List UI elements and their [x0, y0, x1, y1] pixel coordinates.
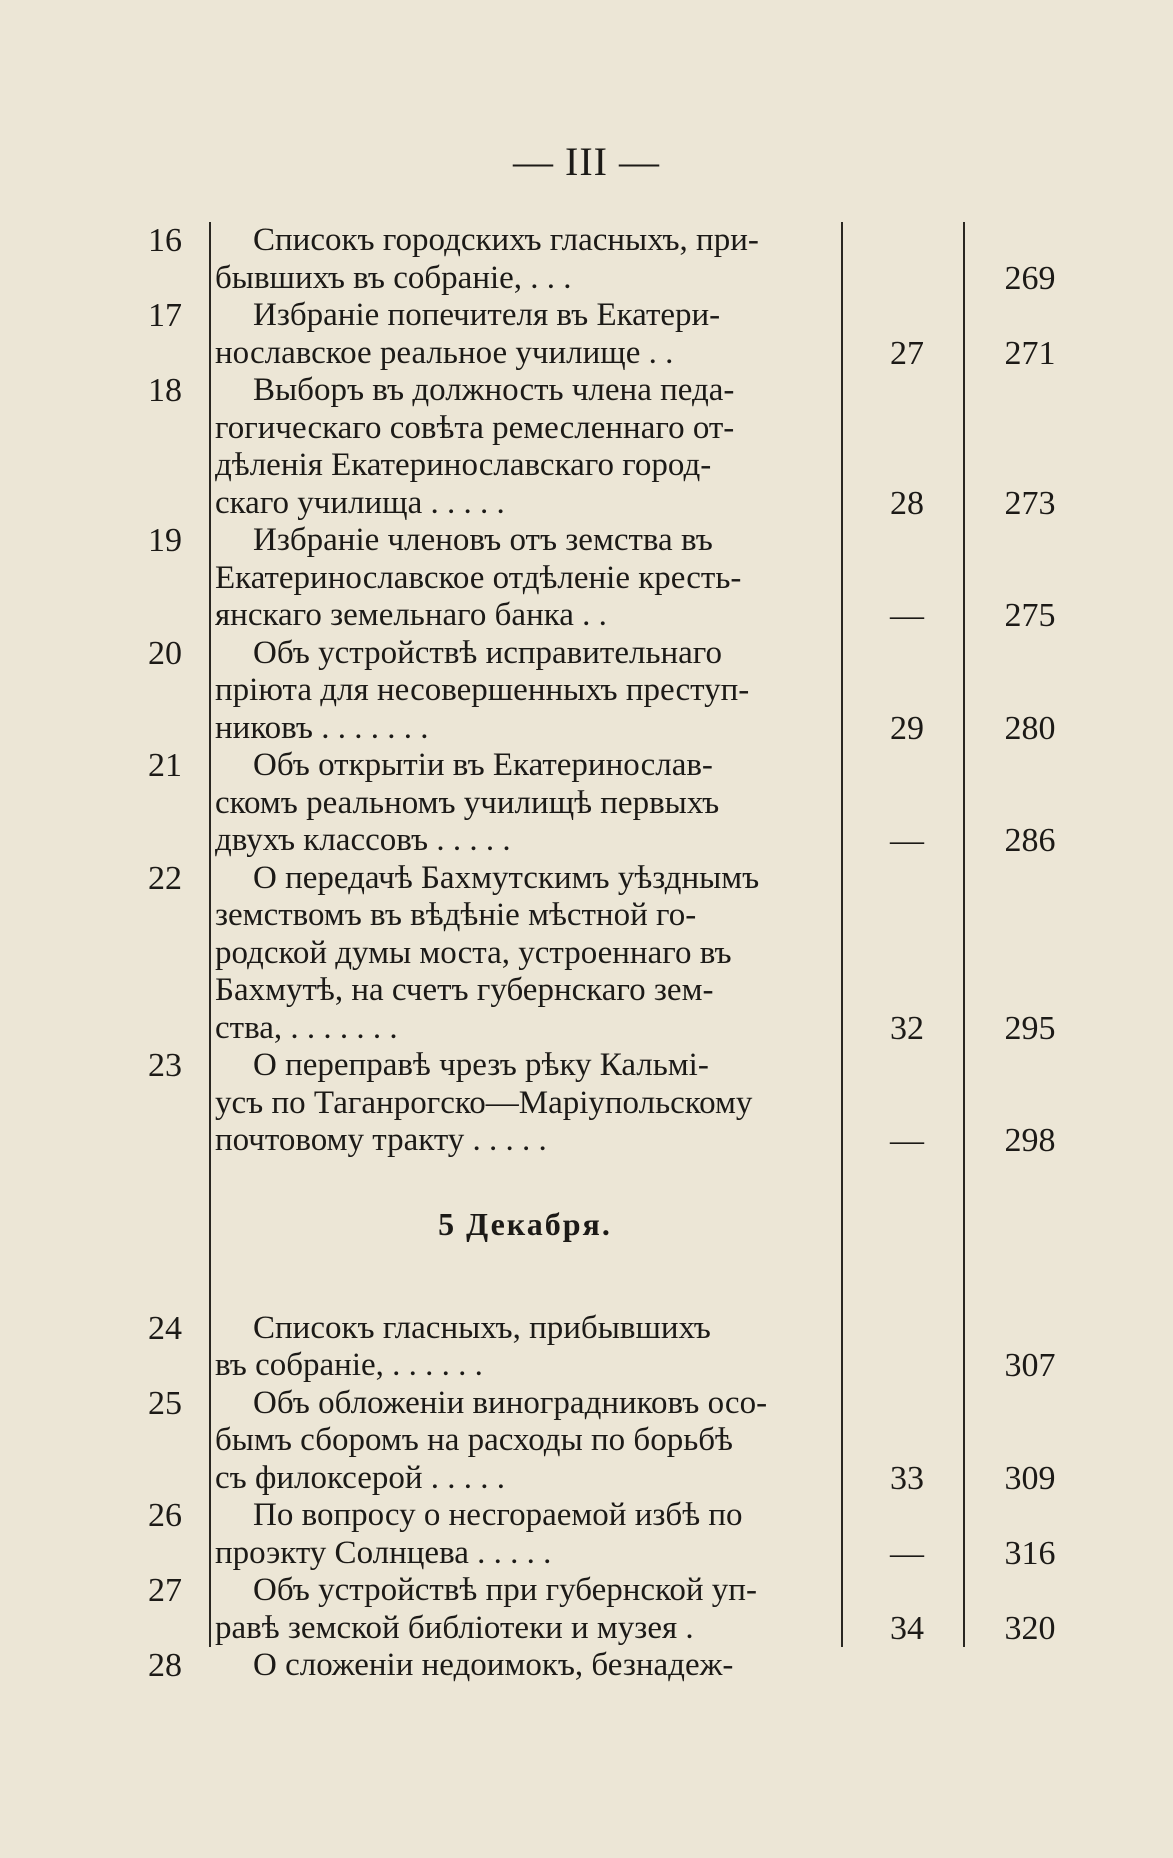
entry-page-number: 271 [1004, 334, 1056, 372]
entry-title-line: Бахмутѣ, на счетъ губернскаго зем- [215, 972, 714, 1008]
entry-protocol-number: — [890, 1534, 924, 1572]
entry-title [215, 297, 835, 372]
entry-title-line: земствомъ въ вѣдѣніе мѣстной го- [215, 897, 697, 933]
entry-page-number: 273 [1004, 484, 1056, 522]
entry-number: 17 [148, 297, 182, 334]
entry-title-line: равѣ земской библіотеки и музея . [215, 1609, 694, 1646]
toc-entry [0, 1647, 1173, 1685]
table-of-contents [0, 222, 1173, 1685]
entry-title-line: Объ устройствѣ при губернской уп- [253, 1572, 757, 1608]
entry-title-line: Списокъ городскихъ гласныхъ, при- [253, 222, 759, 258]
toc-entry [0, 635, 1173, 748]
entry-title-line: ства, . . . . . . . [215, 1009, 398, 1046]
entry-protocol-number: — [890, 597, 924, 634]
entry-number: 21 [148, 747, 182, 784]
entry-title-line: О переправѣ чрезъ рѣку Кальмі- [253, 1047, 709, 1083]
entry-title-line: никовъ . . . . . . . [215, 709, 429, 746]
entry-title [215, 1647, 835, 1685]
toc-entry [0, 522, 1173, 635]
toc-entry [0, 1497, 1173, 1572]
entry-title-line: скаго училища . . . . . [215, 484, 505, 521]
toc-entry [0, 1385, 1173, 1498]
entry-number: 18 [148, 372, 182, 409]
entry-page-number: 275 [1004, 597, 1056, 634]
entry-title-line: проэкту Солнцева . . . . . [215, 1534, 552, 1571]
entry-title [215, 1310, 835, 1385]
entry-page-number: 298 [1004, 1122, 1056, 1159]
entry-title-line: гогическаго совѣта ремесленнаго от- [215, 409, 735, 446]
entry-title-line: двухъ классовъ . . . . . [215, 822, 511, 858]
entry-title [215, 522, 835, 635]
entry-title [215, 1572, 835, 1647]
toc-entry [0, 297, 1173, 372]
entry-number: 20 [148, 634, 182, 672]
entry-title-line: бывшихъ въ собраніе, . . . [215, 259, 572, 296]
entry-number: 27 [148, 1572, 182, 1609]
entry-protocol-number: — [890, 1122, 924, 1159]
entry-title-line: О сложеніи недоимокъ, безнадеж- [253, 1647, 734, 1683]
entry-number: 23 [148, 1047, 182, 1084]
entry-page-number: 280 [1004, 709, 1056, 747]
entries-group-first [0, 222, 1173, 1160]
entry-page-number: 309 [1004, 1459, 1056, 1497]
entry-page-number: 295 [1004, 1009, 1056, 1047]
entry-title-line: Объ открытіи въ Екатеринослав- [253, 747, 713, 783]
entry-page-number: 286 [1004, 822, 1056, 859]
entry-title [215, 635, 835, 748]
entry-title-line: По вопросу о несгораемой избѣ по [253, 1497, 743, 1533]
page-number: — III — [513, 139, 660, 184]
toc-entry [0, 1047, 1173, 1160]
entry-number: 26 [148, 1497, 182, 1534]
entries-group-second [0, 1310, 1173, 1685]
entry-title-line: съ филоксерой . . . . . [215, 1459, 506, 1496]
entry-protocol-number: 27 [890, 334, 924, 372]
toc-entry [0, 372, 1173, 522]
entry-protocol-number: — [890, 822, 924, 859]
entry-title-line: Объ устройствѣ исправительнаго [253, 634, 723, 671]
entry-protocol-number: 32 [890, 1009, 924, 1047]
entry-title-line: Избраніе членовъ отъ земства въ [253, 522, 713, 558]
entry-page-number: 320 [1004, 1609, 1056, 1647]
entry-number: 22 [148, 859, 182, 897]
entry-title [215, 1047, 835, 1160]
entry-title-line: пріюта для несовершенныхъ преступ- [215, 672, 750, 708]
entry-title-line: Выборъ въ должность члена педа- [253, 372, 735, 408]
entry-protocol-number: 34 [890, 1609, 924, 1647]
entry-title-line: родской думы моста, устроеннаго въ [215, 934, 732, 971]
entry-title-line: Объ обложеніи виноградниковъ осо- [253, 1384, 768, 1421]
toc-entry [0, 860, 1173, 1048]
entry-title [215, 1385, 835, 1498]
entry-protocol-number: 33 [890, 1459, 924, 1497]
entry-page-number: 307 [1004, 1347, 1056, 1384]
entry-title-line: скомъ реальномъ училищѣ первыхъ [215, 784, 720, 821]
entry-title [215, 372, 835, 522]
entry-number: 25 [148, 1384, 182, 1422]
section-heading: 5 Декабря. [438, 1205, 612, 1242]
entry-number: 28 [148, 1647, 182, 1684]
entry-title-line: О передачѣ Бахмутскимъ уѣзднымъ [253, 859, 760, 896]
entry-title-line: бымъ сборомъ на расходы по борьбѣ [215, 1422, 733, 1458]
entry-number: 16 [148, 222, 182, 259]
entry-title [215, 222, 835, 297]
entry-title-line: янскаго земельнаго банка . . [215, 597, 607, 633]
section-heading-row [0, 1160, 1173, 1310]
entry-number: 24 [148, 1309, 182, 1347]
toc-entry [0, 747, 1173, 860]
entry-title-line: дѣленія Екатеринославскаго город- [215, 447, 712, 483]
entry-title [215, 1497, 835, 1572]
entry-page-number: 269 [1004, 259, 1056, 297]
entry-title-line: Списокъ гласныхъ, прибывшихъ [253, 1309, 711, 1346]
toc-entry [0, 1572, 1173, 1647]
entry-number: 19 [148, 522, 182, 559]
entry-protocol-number: 28 [890, 484, 924, 522]
entry-title-line: Избраніе попечителя въ Екатери- [253, 297, 721, 333]
entry-title-line: въ собраніе, . . . . . . [215, 1347, 483, 1383]
entry-title-line: нославское реальное училище . . [215, 334, 674, 371]
entry-title-line: Екатеринославское отдѣленіе кресть- [215, 559, 742, 596]
entry-title [215, 747, 835, 860]
entry-protocol-number: 29 [890, 709, 924, 747]
entry-page-number: 316 [1004, 1534, 1056, 1572]
entry-title [215, 860, 835, 1048]
entry-title-line: почтовому тракту . . . . . [215, 1122, 547, 1158]
entry-title-line: усъ по Таганрогско—Маріупольскому [215, 1084, 753, 1121]
toc-entry [0, 1310, 1173, 1385]
toc-entry [0, 222, 1173, 297]
